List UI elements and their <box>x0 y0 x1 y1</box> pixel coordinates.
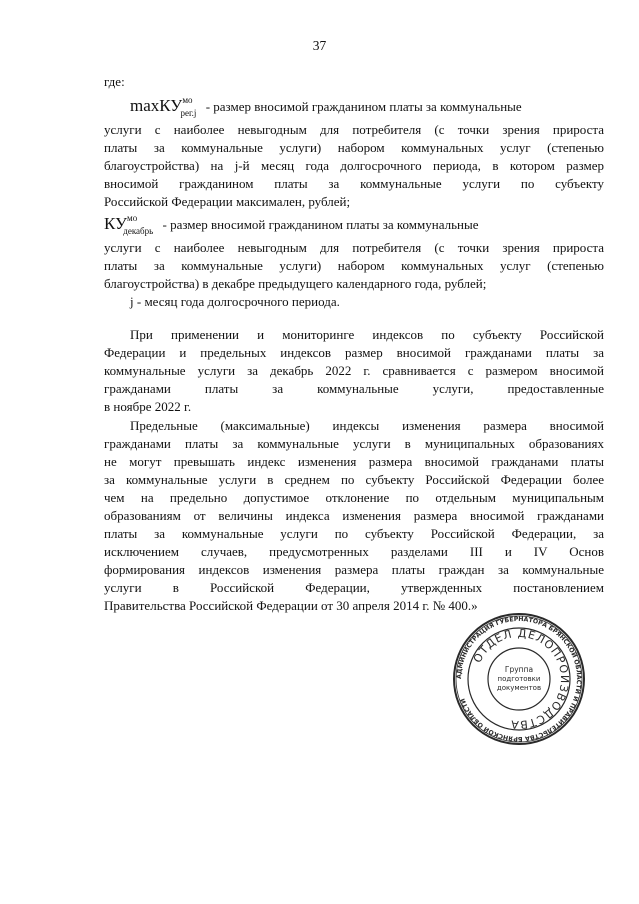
paragraph-line: При применении и мониторинге индексов по субъекту Российской <box>130 327 604 342</box>
formula-sub: рег.j <box>180 108 197 118</box>
formula-max-ku <box>130 96 522 118</box>
definition-line: платы за коммунальные услуги) набором коммунальных услуг (степенью <box>104 140 604 155</box>
formula-sup: мо <box>127 213 138 223</box>
page-number: 37 <box>312 38 327 53</box>
definition-line: благоустройства) в декабре предыдущего календарного года, рублей; <box>104 276 487 291</box>
paragraph-line: образованиям от величины индекса изменения размера вносимой гражданами <box>104 508 604 523</box>
definition-line: услуги с наиболее невыгодным для потребителя (с точки зрения прироста <box>104 240 604 255</box>
where-label: где: <box>104 74 125 89</box>
formula-description: - размер вносимой гражданином платы за коммунальные <box>202 99 522 114</box>
paragraph-line: не могут превышать индекс изменения размера вносимой гражданами платы <box>104 454 604 469</box>
paragraph-line: Федерации и предельных индексов размер вносимой гражданами платы за <box>104 345 604 360</box>
paragraph-line: гражданами платы за коммунальные услуги, предоставленные <box>104 381 604 396</box>
formula-sub: декабрь <box>123 226 154 236</box>
paragraph-line: Предельные (максимальные) индексы изменения размера вносимой <box>130 418 604 433</box>
paragraph-line: платы за коммунальные услуги по субъекту Российской Федерации, за <box>104 526 604 541</box>
paragraph-line: в ноябре 2022 г. <box>104 399 192 414</box>
paragraph-line: чем на предельно допустимое отклонение по отдельным муниципальным <box>104 490 604 505</box>
paragraph-line: формирования индексов изменения размера платы граждан за коммунальные <box>104 562 604 577</box>
paragraph-line: гражданами платы за коммунальные услуги в муниципальных образованиях <box>104 436 604 451</box>
definition-line: благоустройства) на j-й месяц года долгосрочного периода, в котором размер <box>104 158 604 173</box>
formula-ku-december <box>104 214 478 236</box>
formula-description: - размер вносимой гражданином платы за коммунальные <box>159 217 479 232</box>
stamp-outer-text: АДМИНИСТРАЦИЯ ГУБЕРНАТОРА БРЯНСКОЙ ОБЛАСТИ И ПРАВИТЕЛЬСТВА БРЯНСКОЙ ОБЛАСТИ <box>455 615 583 743</box>
definition-line: услуги с наиболее невыгодным для потребителя (с точки зрения прироста <box>104 122 604 137</box>
definition-line: вносимой гражданином платы за коммунальные услуги по субъекту <box>104 176 604 191</box>
formula-main: maxКУ <box>130 96 183 115</box>
paragraph-line: Правительства Российской Федерации от 30 апреля 2014 г. № 400.» <box>104 598 478 613</box>
stamp-center-line: документов <box>496 684 542 692</box>
formula-main: КУ <box>104 214 128 233</box>
stamp-center-line: Группа <box>504 665 534 674</box>
stamp-center-line: подготовки <box>497 675 541 683</box>
paragraph-line: услуги в Российской Федерации, утвержденных постановлением <box>104 580 604 595</box>
paragraph-line: за коммунальные услуги в среднем по субъекту Российской Федерации более <box>104 472 604 487</box>
definition-line: платы за коммунальные услуги) набором коммунальных услуг (степенью <box>104 258 604 273</box>
official-stamp <box>452 612 586 746</box>
stamp-middle-text: ОТДЕЛ ДЕЛОПРОИЗВОДСТВА <box>470 626 572 732</box>
paragraph-line: коммунальные услуги за декабрь 2022 г. сравнивается с размером вносимой <box>104 363 604 378</box>
j-definition: j - месяц года долгосрочного периода. <box>130 294 340 309</box>
paragraph-line: исключением случаев, предусмотренных разделами III и IV Основ <box>104 544 604 559</box>
formula-sup: мо <box>182 95 193 105</box>
definition-line: Российской Федерации максимален, рублей; <box>104 194 351 209</box>
